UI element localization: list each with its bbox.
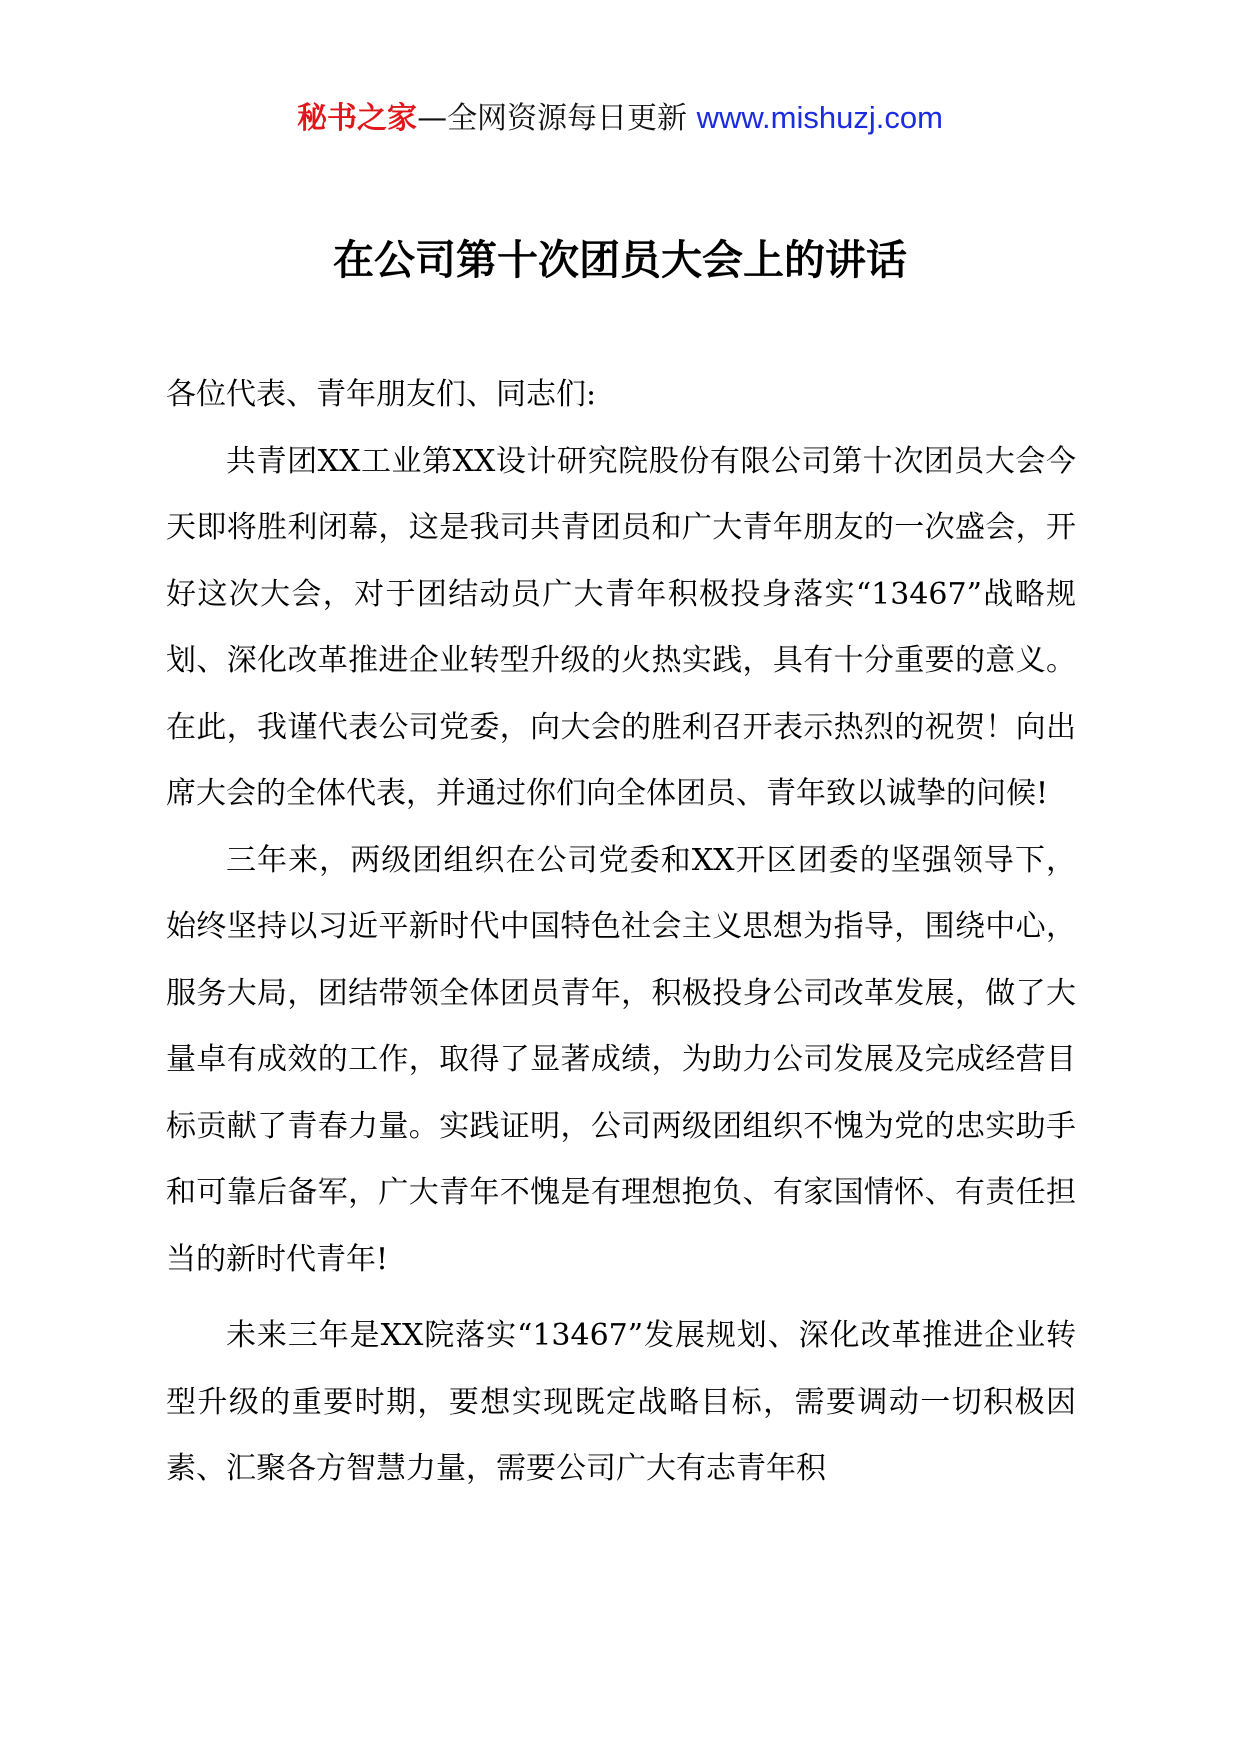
document-title: 在公司第十次团员大会上的讲话 bbox=[333, 236, 907, 284]
paragraph-3: 未来三年是XX院落实“13467”发展规划、深化改革推进企业转型升级的重要时期，要想实现既定战略目标，需要调动一切积极因素、汇聚各方智慧力量，需要公司广大有志青年积 bbox=[166, 1318, 1076, 1486]
salutation: 各位代表、青年朋友们、同志们: bbox=[166, 377, 597, 412]
paragraph-1: 共青团XX工业第XX设计研究院股份有限公司第十次团员大会今天即将胜利闭幕，这是我司共青团员和广大青年朋友的一次盛会，开好这次大会，对于团结动员广大青年积极投身落实“13467”战略规划、深化改革推进企业转型升级的火热实践，具有十分重要的意义。在此，我谨代表公司党委，向大会的胜利召开表示热烈的祝贺！向出席大会的全体代表，并通过你们向全体团员、青年致以诚挚的问候! bbox=[166, 443, 1076, 811]
site-brand: 秘书之家 bbox=[297, 101, 418, 136]
document-body bbox=[166, 362, 1076, 1503]
site-header bbox=[0, 98, 1240, 139]
paragraph-2: 三年来，两级团组织在公司党委和XX开区团委的坚强领导下，始终坚持以习近平新时代中国特色社会主义思想为指导，围绕中心，服务大局，团结带领全体团员青年，积极投身公司改革发展，做了大量卓有成效的工作，取得了显著成绩，为助力公司发展及完成经营目标贡献了青春力量。实践证明，公司两级团组织不愧为党的忠实助手和可靠后备军，广大青年不愧是有理想抱负、有家国情怀、有责任担当的新时代青年! bbox=[166, 842, 1076, 1277]
site-tagline: —全网资源每日更新 bbox=[417, 101, 697, 136]
site-url-link[interactable]: www.mishuzj.com bbox=[696, 100, 943, 135]
